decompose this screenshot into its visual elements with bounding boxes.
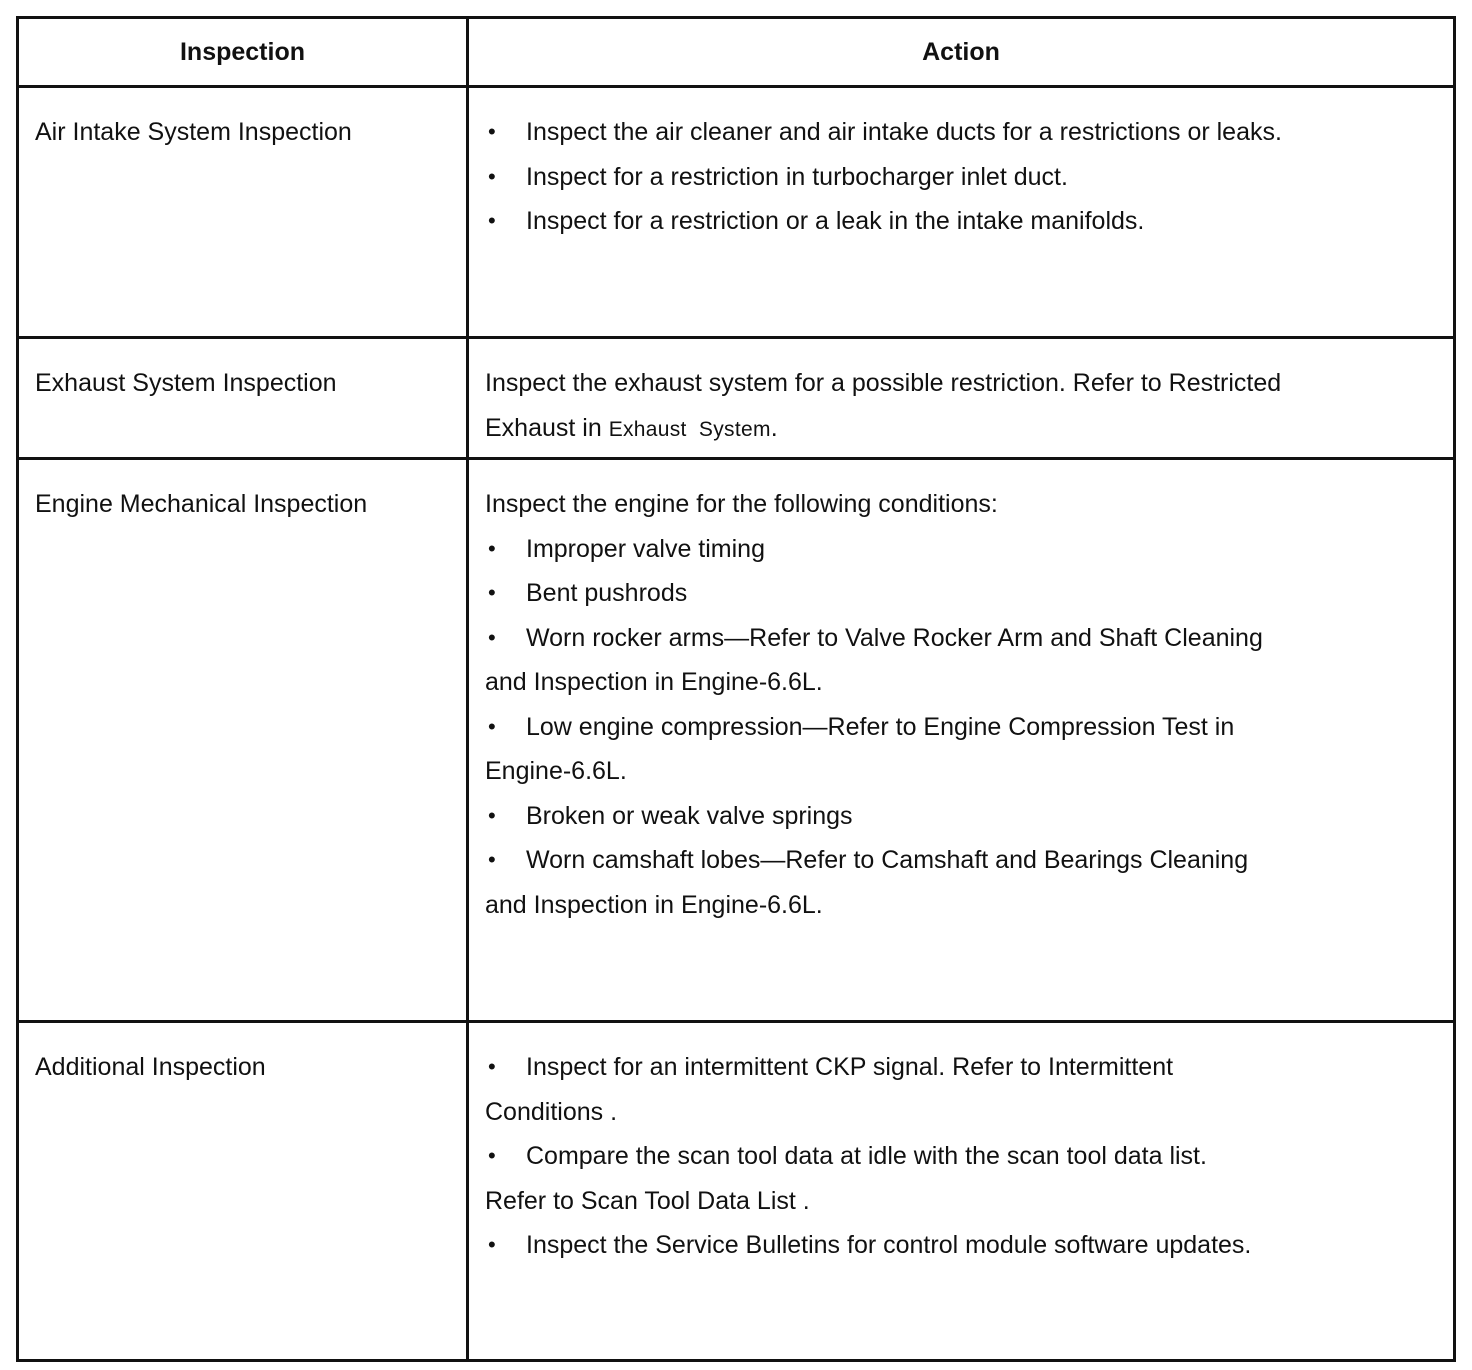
inspection-cell	[18, 459, 468, 1022]
action-bullet-item	[485, 1223, 1439, 1268]
action-text: Engine-6.6L.	[485, 757, 627, 785]
bullet-icon: •	[488, 713, 496, 739]
action-bullet-item	[485, 838, 1439, 883]
action-text-line	[485, 660, 1439, 705]
bullet-icon: •	[488, 1054, 496, 1079]
action-bullet-item	[485, 705, 1439, 750]
action-text-line	[485, 482, 1439, 527]
action-text-end: .	[770, 413, 778, 442]
action-bullet-item	[485, 527, 1439, 572]
action-bullet-item	[485, 1045, 1439, 1090]
inspection-label: Engine Mechanical Inspection	[35, 490, 368, 518]
action-text: Bent pushrods	[526, 579, 688, 607]
action-text: Compare the scan tool data at idle with the scan tool data list.	[526, 1142, 1207, 1170]
action-text: Improper valve timing	[526, 534, 765, 563]
inspection-label: Exhaust System Inspection	[35, 369, 337, 397]
action-text-line	[485, 1179, 1439, 1224]
action-text: Inspect the engine for the following conditions:	[485, 490, 998, 518]
table-row	[18, 459, 1455, 1022]
action-text: Inspect the Service Bulletins for control module software updates.	[526, 1231, 1252, 1259]
bullet-icon: •	[488, 119, 496, 144]
table-header-row	[18, 18, 1455, 87]
action-bullet-item	[485, 199, 1439, 244]
bullet-icon: •	[488, 1143, 496, 1168]
action-cell	[468, 87, 1455, 338]
action-cell	[468, 459, 1455, 1022]
table-row	[18, 87, 1455, 338]
bullet-icon: •	[488, 847, 496, 872]
bullet-icon: •	[488, 1232, 496, 1257]
action-bullet-item	[485, 155, 1439, 200]
action-text: Conditions .	[485, 1097, 618, 1126]
action-cell	[468, 1022, 1455, 1361]
action-text: and Inspection in Engine-6.6L.	[485, 668, 823, 696]
inspection-cell	[18, 1022, 468, 1361]
action-text-line	[485, 406, 1439, 453]
action-bullet-item	[485, 616, 1439, 661]
action-text: Broken or weak valve springs	[526, 801, 853, 830]
action-text: Inspect for an intermittent CKP signal. Refer to Intermittent	[526, 1053, 1174, 1081]
bullet-icon: •	[488, 535, 496, 561]
action-bullet-item	[485, 571, 1439, 616]
action-text: and Inspection in Engine-6.6L.	[485, 890, 823, 919]
action-text: Inspect the air cleaner and air intake ducts for a restrictions or leaks.	[526, 118, 1282, 146]
action-text: Inspect for a restriction in turbocharger inlet duct.	[526, 162, 1068, 191]
action-text-line	[485, 749, 1439, 794]
table-row	[18, 1022, 1455, 1361]
action-text: Worn rocker arms—Refer to Valve Rocker Arm and Shaft Cleaning	[526, 623, 1263, 652]
action-bullet-item	[485, 1134, 1439, 1179]
action-text: Low engine compression—Refer to Engine Compression Test in	[526, 712, 1235, 741]
inspection-label: Additional Inspection	[35, 1053, 266, 1081]
action-text-line	[485, 1090, 1439, 1135]
bullet-icon: •	[488, 580, 496, 605]
action-bullet-item	[485, 110, 1439, 155]
bullet-icon: •	[488, 624, 496, 650]
bullet-icon: •	[488, 802, 496, 828]
bullet-icon: •	[488, 208, 496, 233]
action-bullet-item	[485, 794, 1439, 839]
action-cell	[468, 338, 1455, 459]
action-text: Refer to Scan Tool Data List .	[485, 1186, 810, 1215]
header-inspection: Inspection	[18, 18, 468, 87]
bullet-icon: •	[488, 163, 496, 189]
action-text: Inspect for a restriction or a leak in the intake manifolds.	[526, 207, 1145, 235]
action-text: Exhaust in	[485, 413, 609, 442]
inspection-cell	[18, 338, 468, 459]
inspection-cell	[18, 87, 468, 338]
action-text-line	[485, 883, 1439, 928]
action-text: Worn camshaft lobes—Refer to Camshaft and Bearings Cleaning	[526, 846, 1249, 874]
header-action: Action	[468, 18, 1455, 87]
inspection-label: Air Intake System Inspection	[35, 118, 352, 146]
action-text-line	[485, 361, 1439, 406]
table-row	[18, 338, 1455, 459]
reference-text: Exhaust System	[608, 417, 771, 441]
inspection-table	[16, 16, 1456, 1362]
action-text: Inspect the exhaust system for a possible restriction. Refer to Restricted	[485, 369, 1282, 397]
